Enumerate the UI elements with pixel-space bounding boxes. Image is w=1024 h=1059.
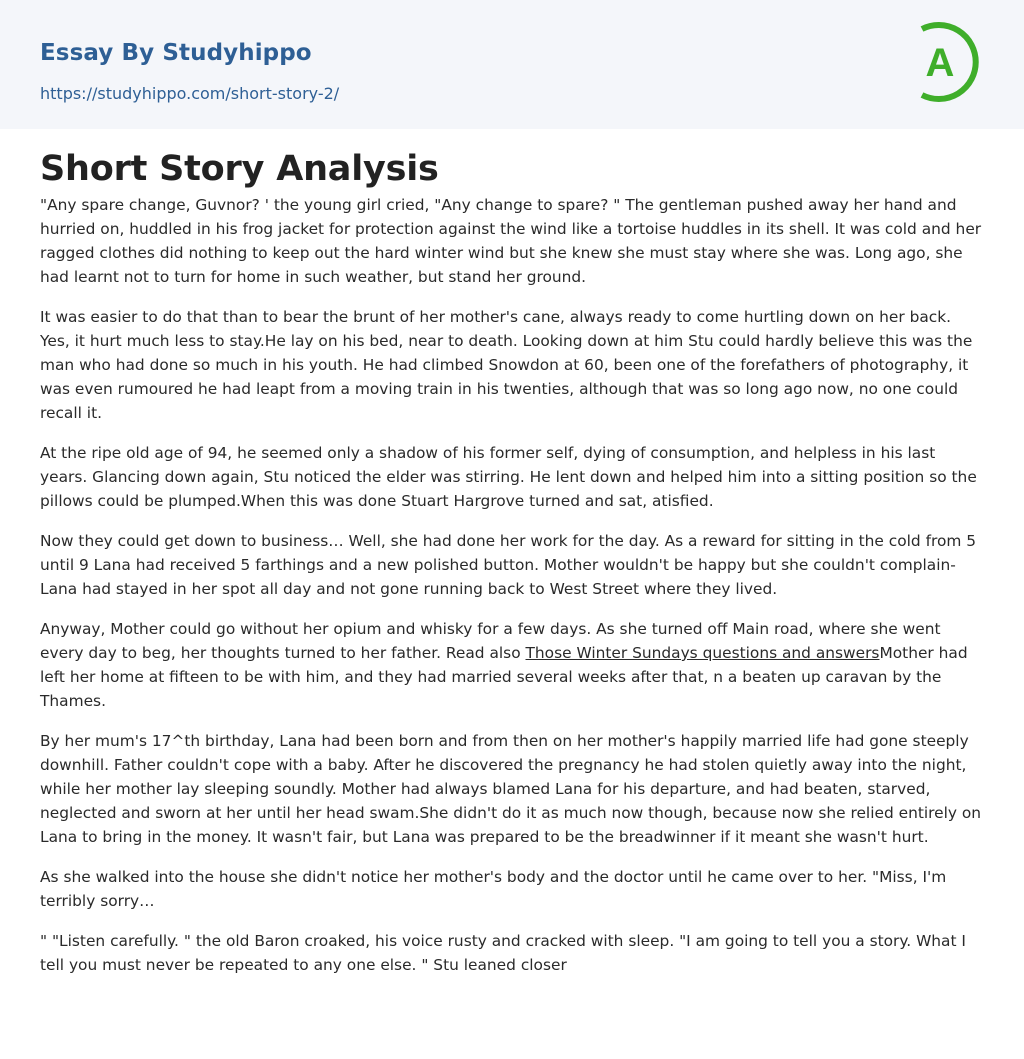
paragraph-1: "Any spare change, Guvnor? ' the young girl cried, "Any change to spare? " The gentleman pushed away her hand and hurried on, huddled in his frog jacket for protection against the wind like a tortoise huddles in its shell. It was cold and her ragged clothes did nothing to keep out the hard winter wind but she knew she must stay where she was. Long ago, she had learnt not to turn for home in such weather, but stand her ground.: [40, 196, 982, 286]
logo-letter: A: [925, 41, 955, 85]
paragraph-2: It was easier to do that than to bear the brunt of her mother's cane, always ready to come hurtling down on her back. Yes, it hurt much less to stay.He lay on his bed, near to death. Looking down at him Stu could hardly believe this was the man who had done so much in his youth. He had climbed Snowdon at 60, been one of the forefathers of photography, it was even rumoured he had leapt from a moving train in his twenties, although that was so long ago now, no one could recall it.: [40, 308, 973, 422]
paragraph-6: By her mum's 17^th birthday, Lana had been born and from then on her mother's happily married life had gone steeply downhill. Father couldn't cope with a baby. After he discovered the pregnancy he had stolen quietly away into the night, while her mother lay sleeping soundly. Mother had always blamed Lana for his departure, and had beaten, starved, neglected and sworn at her until her head swam.She didn't do it as much now though, because now she relied entirely on Lana to bring in the money. It wasn't fair, but Lana was prepared to be the breadwinner if it meant she wasn't hurt.: [40, 732, 982, 846]
paragraph-5-text-after: Mother had left her home at fifteen to be with him, and they had married several weeks after that, n a beaten up caravan by the Thames.: [40, 644, 968, 710]
paragraph-4: Now they could get down to business… Well, she had done her work for the day. As a reward for sitting in the cold from 5 until 9 Lana had received 5 farthings and a new polished button. Mother wouldn't be happy but she couldn't complain-Lana had stayed in her spot all day and not gone running back to West Street where they lived.: [40, 532, 977, 598]
source-url-link[interactable]: https://studyhippo.com/short-story-2/: [40, 84, 340, 103]
page-title: Short Story Analysis: [40, 149, 439, 189]
paragraph-5-text-before: Anyway, Mother could go without her opium and whisky for a few days. As she turned off Main road, where she went every day to beg, her thoughts turned to her father. Read also: [40, 620, 941, 662]
article: [0, 129, 1024, 977]
paragraph-5: [40, 617, 984, 713]
read-also-link[interactable]: Those Winter Sundays questions and answers: [525, 644, 880, 662]
paragraph-7: As she walked into the house she didn't notice her mother's body and the doctor until he came over to her. "Miss, I'm terribly sorry…: [40, 868, 947, 910]
paragraph-8: " "Listen carefully. " the old Baron croaked, his voice rusty and cracked with sleep. "I am going to tell you a story. What I tell you must never be repeated to any one else. " Stu leaned closer: [40, 932, 966, 974]
site-header: [0, 0, 1024, 129]
studyhippo-logo-icon[interactable]: [908, 18, 988, 106]
brand-title: Essay By Studyhippo: [40, 40, 312, 66]
paragraph-3: At the ripe old age of 94, he seemed only a shadow of his former self, dying of consumption, and helpless in his last years. Glancing down again, Stu noticed the elder was stirring. He lent down and helped him into a sitting position so the pillows could be plumped.When this was done Stuart Hargrove turned and sat, atisfied.: [40, 444, 977, 510]
